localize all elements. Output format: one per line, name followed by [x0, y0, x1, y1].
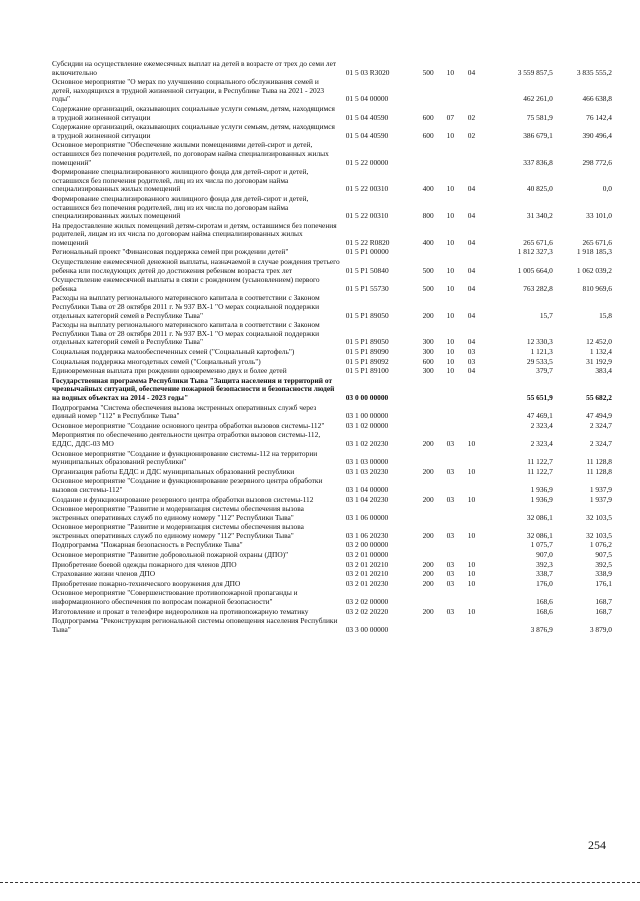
row-code: 01 5 P1 50840 [345, 265, 389, 275]
row-amount-year1: 29 533,5 [526, 356, 553, 366]
row-name: Основное мероприятие "Обеспечение жилыми помещениями детей-сирот и детей, оставшихся без попечения родителей, по договорам найма специализированных жилых помещений" [52, 140, 329, 167]
row-section: 10 [446, 67, 455, 77]
row-name: Осуществление ежемесячной выплаты в связи с рождением (усыновлением) первого ребенка [52, 275, 320, 293]
row-expense-type [415, 141, 440, 168]
row-amount-year2: 168,7 [595, 606, 612, 616]
row-subsection: 04 [467, 184, 476, 194]
row-subsection [460, 78, 483, 105]
row-amount-year1: 337 836,8 [523, 157, 553, 167]
row-amount-year1: 55 651,9 [526, 392, 553, 402]
row-amount-year1: 32 086,1 [526, 530, 553, 540]
row-amount-year2: 2 324,7 [589, 420, 612, 430]
row-section [441, 617, 460, 635]
row-amount-year2: 32 103,5 [586, 530, 612, 540]
row-subsection: 10 [467, 569, 476, 579]
table-row [52, 589, 612, 607]
row-amount-year2: 1 918 185,3 [576, 247, 612, 257]
row-section: 10 [446, 356, 455, 366]
row-expense-type [415, 617, 440, 635]
row-name: Основное мероприятие "Развитие и модернизация системы обеспечения вызова экстренных оперативных служб по единому номеру "112" Республики Тыва" [52, 504, 304, 522]
row-name: Подпрограмма "Реконструкция региональной системы оповещения населения Республики Тыва" [52, 616, 338, 634]
row-expense-type: 200 [422, 530, 434, 540]
row-section [441, 404, 460, 422]
row-code: 03 2 01 20230 [345, 578, 389, 588]
row-amount-year1: 265 671,6 [523, 237, 553, 247]
row-code: 03 2 01 20210 [345, 559, 389, 569]
row-section: 10 [446, 347, 455, 356]
row-section: 03 [446, 559, 455, 569]
row-subsection [460, 541, 483, 551]
table-row [52, 477, 612, 495]
row-section: 10 [446, 366, 455, 376]
row-name: На предоставление жилых помещений детям-сиротам и детям, оставшимся без попечения родителей, лицам из их числа по договорам найма специализированных жилых помещений [52, 220, 337, 247]
row-subsection [460, 505, 483, 523]
row-code: 03 0 00 00000 [345, 392, 389, 402]
row-subsection [460, 422, 483, 432]
row-section [441, 505, 460, 523]
row-section [441, 589, 460, 607]
row-amount-year1: 1 005 664,0 [517, 265, 553, 275]
row-code: 01 5 P1 89100 [345, 366, 389, 376]
table-row [52, 168, 612, 195]
table-row [52, 505, 612, 523]
row-subsection: 04 [467, 337, 476, 347]
row-amount-year2: 11 128,8 [586, 466, 612, 476]
row-amount-year1: 75 581,9 [526, 112, 553, 122]
table-row [52, 523, 612, 541]
table-row [52, 123, 612, 141]
row-expense-type: 300 [422, 347, 434, 356]
row-code: 03 2 02 00000 [345, 597, 389, 607]
row-code: 03 1 03 00000 [345, 457, 389, 467]
row-code: 03 1 06 20230 [345, 530, 389, 540]
row-subsection: 02 [467, 130, 476, 140]
row-amount-year1: 386 679,1 [523, 130, 553, 140]
row-code: 01 5 P1 89050 [345, 337, 389, 347]
row-amount-year1: 12 330,3 [526, 337, 553, 347]
row-name: Основное мероприятие "Создание и функционирование системы-112 на территории муниципальных образований республики" [52, 448, 318, 467]
row-subsection: 02 [467, 112, 476, 122]
row-amount-year1: 1 936,9 [530, 484, 553, 494]
row-code: 01 5 22 00000 [345, 157, 389, 167]
row-code: 01 5 22 R0820 [345, 237, 390, 247]
table-row [52, 195, 612, 222]
row-amount-year2: 168,7 [595, 597, 612, 607]
table-row [52, 404, 612, 422]
row-amount-year2: 0,0 [602, 184, 612, 194]
row-amount-year2: 176,1 [595, 578, 612, 588]
row-code: 03 1 03 20230 [345, 466, 389, 476]
row-amount-year1: 11 122,7 [527, 466, 553, 476]
row-amount-year2: 298 772,6 [582, 157, 612, 167]
row-expense-type [415, 248, 440, 258]
row-subsection [460, 477, 483, 495]
row-expense-type: 200 [422, 310, 434, 320]
row-section: 03 [446, 438, 455, 448]
row-expense-type: 500 [422, 265, 434, 275]
row-section [441, 477, 460, 495]
row-subsection: 04 [467, 265, 476, 275]
row-subsection [460, 450, 483, 468]
row-expense-type [415, 589, 440, 607]
row-amount-year2: 392,5 [595, 559, 612, 569]
row-amount-year1: 907,0 [536, 550, 553, 560]
row-subsection: 04 [467, 310, 476, 320]
row-name: Приобретение пожарно-технического вооружения для ДПО [52, 578, 241, 588]
row-name: Создание и функционирование резервного центра обработки вызовов системы-112 [52, 494, 314, 504]
row-name: Подпрограмма "Пожарная безопасность в Республике Тыва" [52, 540, 243, 550]
row-code: 03 1 04 20230 [345, 494, 389, 504]
row-subsection: 04 [467, 237, 476, 247]
row-amount-year1: 15,7 [539, 310, 553, 320]
row-name: Приобретение боевой одежды пожарного для членов ДПО [52, 559, 237, 569]
row-amount-year2: 1 062 039,2 [576, 265, 612, 275]
row-subsection [460, 617, 483, 635]
row-amount-year1: 763 282,8 [523, 283, 553, 293]
row-expense-type [415, 404, 440, 422]
row-subsection [460, 377, 483, 404]
row-amount-year1: 32 086,1 [526, 512, 553, 522]
row-section: 07 [446, 112, 455, 122]
row-expense-type: 500 [422, 283, 434, 293]
row-code: 01 5 P1 89092 [345, 356, 389, 366]
row-name: Социальная поддержка многодетных семей ("Социальный уголь") [52, 356, 261, 366]
row-name: Государственная программа Республики Тыва "Защита населения и территорий от чрезвычайных ситуаций, обеспечение пожарной безопасности и безопасности людей на водных объектах на 2014 - 2023 годы" [52, 375, 335, 402]
row-code: 03 1 02 20230 [345, 438, 389, 448]
row-subsection [460, 589, 483, 607]
row-expense-type: 400 [422, 184, 434, 194]
table-row [52, 276, 612, 294]
table-row [52, 60, 612, 78]
row-section: 10 [446, 337, 455, 347]
row-section [441, 541, 460, 551]
row-amount-year2: 32 103,5 [586, 512, 612, 522]
table-row [52, 78, 612, 105]
row-code: 01 5 04 00000 [345, 94, 389, 104]
row-section: 10 [446, 184, 455, 194]
row-amount-year2: 3 835 555,2 [576, 67, 612, 77]
row-expense-type: 200 [422, 578, 434, 588]
row-subsection: 10 [467, 466, 476, 476]
row-amount-year1: 1 121,3 [530, 347, 553, 356]
row-section: 03 [446, 606, 455, 616]
bottom-divider [0, 882, 640, 883]
row-code: 03 2 00 00000 [345, 540, 389, 550]
row-expense-type: 200 [422, 494, 434, 504]
table-row [52, 294, 612, 321]
row-section [441, 422, 460, 432]
row-amount-year1: 379,7 [536, 366, 553, 376]
row-expense-type [415, 78, 440, 105]
row-name: Страхование жизни членов ДПО [52, 569, 156, 579]
row-amount-year2: 12 452,0 [586, 337, 612, 347]
row-name: Расходы на выплату регионального материнского капитала в соответствии с Законом Республики Тыва от 28 октября 2011 г. № 937 ВХ-1 "О мерах социальной поддержки отдельных категорий семей в Республике Тыва" [52, 320, 320, 347]
row-subsection: 10 [467, 606, 476, 616]
row-code: 03 1 00 00000 [345, 411, 389, 421]
row-section [441, 141, 460, 168]
row-amount-year2: 907,5 [595, 550, 612, 560]
row-expense-type [415, 477, 440, 495]
budget-document [52, 60, 612, 635]
row-expense-type: 300 [422, 366, 434, 376]
row-subsection: 04 [467, 67, 476, 77]
row-subsection: 04 [467, 366, 476, 376]
row-name: Мероприятия по обеспечению деятельности центра отработки вызовов системы-112, ЕДДС, ДДС-03 МО [52, 430, 321, 448]
row-code: 03 2 01 00000 [345, 550, 389, 560]
row-code: 03 1 06 00000 [345, 512, 389, 522]
table-row [52, 321, 612, 348]
row-amount-year2: 11 128,8 [586, 457, 612, 467]
row-subsection: 04 [467, 211, 476, 221]
row-amount-year2: 1 076,2 [589, 540, 612, 550]
row-name: Подпрограмма "Система обеспечения вызова экстренных оперативных служб через единый номер "112" в Республике Тыва" [52, 402, 317, 421]
row-name: Расходы на выплату регионального материнского капитала в соответствии с Законом Республики Тыва от 28 октября 2011 г. № 937 ВХ-1 "О мерах социальной поддержки отдельных категорий семей в Республике Тыва" [52, 293, 320, 320]
row-code: 03 1 02 00000 [345, 420, 389, 430]
row-section: 03 [446, 494, 455, 504]
row-amount-year1: 11 122,7 [527, 457, 553, 467]
row-amount-year1: 462 261,0 [523, 94, 553, 104]
row-code: 01 5 P1 55730 [345, 283, 389, 293]
row-code: 01 5 22 00310 [345, 211, 389, 221]
row-expense-type: 600 [422, 356, 434, 366]
row-code: 01 5 P1 89050 [345, 310, 389, 320]
row-expense-type: 200 [422, 466, 434, 476]
row-expense-type: 500 [422, 67, 434, 77]
row-name: Субсидии на осуществление ежемесячных выплат на детей в возрасте от трех до семи лет включительно [52, 59, 337, 77]
row-section [441, 450, 460, 468]
row-name: Основное мероприятие "О мерах по улучшению социального обслуживания семей и детей, находящихся в трудной жизненной ситуации, в Республике Тыва на 2021 - 2023 годы" [52, 77, 325, 104]
row-code: 03 2 02 20220 [345, 606, 389, 616]
row-amount-year2: 33 101,0 [586, 211, 612, 221]
row-amount-year2: 47 494,9 [586, 411, 612, 421]
page-number: 254 [588, 838, 606, 852]
table-row [52, 141, 612, 168]
row-amount-year2: 1 937,9 [589, 484, 612, 494]
budget-table [52, 60, 612, 635]
row-expense-type: 800 [422, 211, 434, 221]
row-section: 10 [446, 310, 455, 320]
row-subsection [460, 404, 483, 422]
row-amount-year1: 1 812 327,3 [517, 247, 553, 257]
row-expense-type: 200 [422, 559, 434, 569]
row-expense-type: 600 [422, 112, 434, 122]
row-section [441, 78, 460, 105]
row-amount-year1: 338,7 [536, 569, 553, 579]
row-amount-year2: 338,9 [595, 569, 612, 579]
row-subsection: 04 [467, 283, 476, 293]
row-amount-year1: 31 340,2 [526, 211, 553, 221]
row-subsection: 10 [467, 530, 476, 540]
row-amount-year2: 55 682,2 [586, 392, 612, 402]
row-section: 03 [446, 578, 455, 588]
row-amount-year1: 3 876,9 [530, 624, 553, 634]
row-name: Основное мероприятие "Развитие и модернизация системы обеспечения вызова экстренных оперативных служб по единому номеру "112" Республики Тыва" [52, 522, 304, 540]
row-amount-year2: 810 969,6 [582, 283, 612, 293]
row-amount-year1: 392,3 [536, 559, 553, 569]
table-row [52, 377, 612, 404]
table-row [52, 258, 612, 276]
row-section [441, 248, 460, 258]
row-code: 01 5 03 R3020 [345, 67, 390, 77]
row-code: 03 3 00 00000 [345, 624, 389, 634]
row-subsection: 10 [467, 494, 476, 504]
row-section: 03 [446, 466, 455, 476]
row-code: 03 2 01 20210 [345, 569, 389, 579]
row-amount-year2: 15,8 [599, 310, 612, 320]
row-expense-type: 600 [422, 130, 434, 140]
table-row [52, 222, 612, 249]
row-subsection: 03 [467, 356, 476, 366]
row-amount-year2: 31 192,9 [586, 356, 612, 366]
row-subsection: 10 [467, 578, 476, 588]
row-amount-year1: 2 323,4 [530, 420, 553, 430]
row-section: 10 [446, 130, 455, 140]
row-name: Основное мероприятие "Совершенствование противопожарной пропаганды и информационного обеспечения по вопросам пожарной безопасности" [52, 588, 298, 607]
row-expense-type: 200 [422, 606, 434, 616]
row-section: 10 [446, 237, 455, 247]
row-section: 10 [446, 265, 455, 275]
row-expense-type: 400 [422, 237, 434, 247]
row-expense-type [415, 422, 440, 432]
row-subsection [460, 248, 483, 258]
row-name: Основное мероприятие "Создание основного центра обработки вызовов системы-112" [52, 420, 325, 430]
row-expense-type [415, 377, 440, 404]
row-amount-year1: 168,6 [536, 606, 553, 616]
row-amount-year2: 265 671,6 [582, 237, 612, 247]
row-expense-type [415, 541, 440, 551]
table-row [52, 617, 612, 635]
row-expense-type: 200 [422, 569, 434, 579]
row-amount-year2: 76 142,4 [586, 112, 612, 122]
row-name: Единовременная выплата при рождении одновременно двух и более детей [52, 366, 287, 376]
row-name: Основное мероприятие "Создание и функционирование резервного центра обработки вызовов системы-112" [52, 476, 323, 494]
row-amount-year1: 3 559 857,5 [517, 67, 553, 77]
row-name: Организация работы ЕДДС и ДДС муниципальных образований республики [52, 466, 295, 476]
row-amount-year2: 383,4 [595, 366, 612, 376]
row-amount-year1: 47 469,1 [526, 411, 553, 421]
row-amount-year1: 1 075,7 [530, 540, 553, 550]
row-amount-year1: 2 323,4 [530, 438, 553, 448]
row-section: 10 [446, 211, 455, 221]
row-amount-year2: 2 324,7 [589, 438, 612, 448]
row-name: Основное мероприятие "Развитие добровольной пожарной охраны (ДПО)" [52, 550, 289, 560]
row-amount-year1: 40 825,0 [526, 184, 553, 194]
row-name: Формирование специализированного жилищного фонда для детей-сирот и детей, оставшихся без попечения родителей, лиц из их числа по договорам найма специализированных жилых помещений [52, 193, 309, 221]
row-amount-year1: 176,0 [536, 578, 553, 588]
row-amount-year1: 1 936,9 [530, 494, 553, 504]
row-amount-year2: 1 937,9 [589, 494, 612, 504]
row-expense-type [415, 450, 440, 468]
row-name: Осуществление ежемесячной денежной выплаты, назначаемой в случае рождения третьего ребенка или последующих детей до достижения ребенком возраста трех лет [52, 257, 340, 275]
row-section: 10 [446, 283, 455, 293]
row-section [441, 377, 460, 404]
row-code: 01 5 22 00310 [345, 184, 389, 194]
row-code: 01 5 04 40590 [345, 112, 389, 122]
row-amount-year2: 466 638,8 [582, 94, 612, 104]
row-amount-year1: 168,6 [536, 597, 553, 607]
row-section: 03 [446, 530, 455, 540]
row-code: 01 5 04 40590 [345, 130, 389, 140]
row-expense-type: 300 [422, 337, 434, 347]
row-name: Изготовление и прокат в телеэфире видеороликов на противопожарную тематику [52, 606, 309, 616]
row-code: 01 5 P1 89090 [345, 347, 389, 356]
row-subsection: 10 [467, 438, 476, 448]
row-subsection: 10 [467, 559, 476, 569]
table-row [52, 105, 612, 123]
table-row [52, 450, 612, 468]
row-name: Содержание организаций, оказывающих социальные услуги семьям, детям, находящимся в трудной жизненной ситуации [52, 122, 335, 140]
row-subsection [460, 141, 483, 168]
row-amount-year2: 3 879,0 [589, 624, 612, 634]
row-code: 03 1 04 00000 [345, 484, 389, 494]
row-expense-type: 200 [422, 438, 434, 448]
row-name: Региональный проект "Финансовая поддержка семей при рождении детей" [52, 247, 289, 257]
row-subsection: 03 [467, 347, 476, 356]
row-name: Социальная поддержка малообеспеченных семей ("Социальный картофель") [52, 347, 295, 356]
table-row [52, 431, 612, 449]
budget-table-body [52, 60, 612, 635]
row-amount-year2: 1 132,4 [589, 347, 612, 356]
row-name: Формирование специализированного жилищного фонда для детей-сирот и детей, оставшихся без попечения родителей, лиц из их числа по договорам найма специализированных жилых помещений [52, 167, 309, 194]
row-expense-type [415, 505, 440, 523]
row-code: 01 5 P1 00000 [345, 247, 389, 257]
row-amount-year2: 390 496,4 [582, 130, 612, 140]
row-name: Содержание организаций, оказывающих социальные услуги семьям, детям, находящимся в трудной жизненной ситуации [52, 103, 335, 122]
row-section: 03 [446, 569, 455, 579]
